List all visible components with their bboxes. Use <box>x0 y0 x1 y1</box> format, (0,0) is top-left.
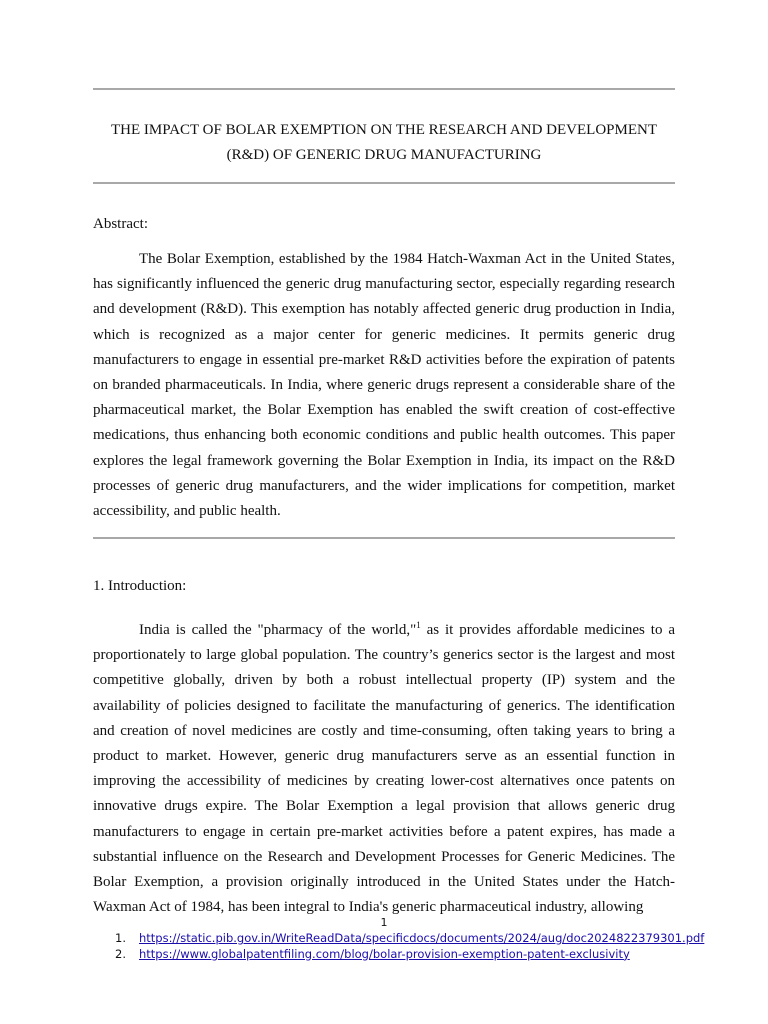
top-rule <box>93 88 675 90</box>
footnote-number: 2. <box>115 946 126 961</box>
footnote-number: 1. <box>115 931 126 945</box>
footnote-reference[interactable]: 1 <box>416 620 421 630</box>
footnote-link[interactable]: https://www.globalpatentfiling.com/blog/bolar-provision-exemption-patent-exclusivity <box>139 946 630 961</box>
footnote-link[interactable]: https://static.pib.gov.in/WriteReadData/specificdocs/documents/2024/aug/doc2024822379301.pdf <box>139 931 705 945</box>
document-title: THE IMPACT OF BOLAR EXEMPTION ON THE RESEARCH AND DEVELOPMENT (R&D) OF GENERIC DRUG MANUFACTURING <box>111 122 657 163</box>
intro-lead-text: India is called the "pharmacy of the world," <box>139 622 417 638</box>
abstract-heading: Abstract: <box>93 216 148 232</box>
abstract-paragraph: The Bolar Exemption, established by the 1984 Hatch-Waxman Act in the United States, has significantly influenced the generic drug manufacturing sector, especially regarding research and development (R&D). This exemption has notably affected generic drug production in India, which is recognized as a major center for generic medicines. It permits generic drug manufacturers to engage in essential pre-market R&D activities before the expiration of patents on branded pharmaceuticals. In India, where generic drugs represent a considerable share of the pharmaceutical market, the Bolar Exemption has enabled the swift creation of cost-effective medications, thus enhancing both economic conditions and public health outcomes. This paper explores the legal framework governing the Bolar Exemption in India, its impact on the R&D processes of generic drug manufacturers, and the wider implications for competition, market accessibility, and public health. <box>93 251 675 520</box>
page-number: 1 <box>380 916 388 929</box>
introduction-heading: 1. Introduction: <box>93 578 187 594</box>
footnote-item <box>115 931 715 947</box>
abstract-rule <box>93 537 675 539</box>
title-rule <box>93 182 675 184</box>
footnote-item <box>115 947 715 963</box>
introduction-paragraph <box>93 618 675 920</box>
intro-body-text: as it provides affordable medicines to a proportionately to large global population. The country’s generics sector is the largest and most competitive globally, driven by both a robust intellectual property (IP) system and the availability of policies designed to facilitate the manufacturing of generics. The identification and creation of novel medicines are costly and time-consuming, often taking years to bring a product to market. However, generic drug manufacturers serve as an essential function in improving the accessibility of medicines by creating lower-cost alternatives once patents on innovative drugs expire. The Bolar Exemption a legal provision that allows generic drug manufacturers to engage in certain pre-market activities before a patent expires, has made a substantial influence on the Research and Development Processes for Generic Medicines. The Bolar Exemption, a provision originally introduced in the United States under the Hatch-Waxman Act of 1984, has been integral to India's generic pharmaceutical industry, allowing <box>93 622 676 916</box>
footnote-list <box>115 931 715 962</box>
